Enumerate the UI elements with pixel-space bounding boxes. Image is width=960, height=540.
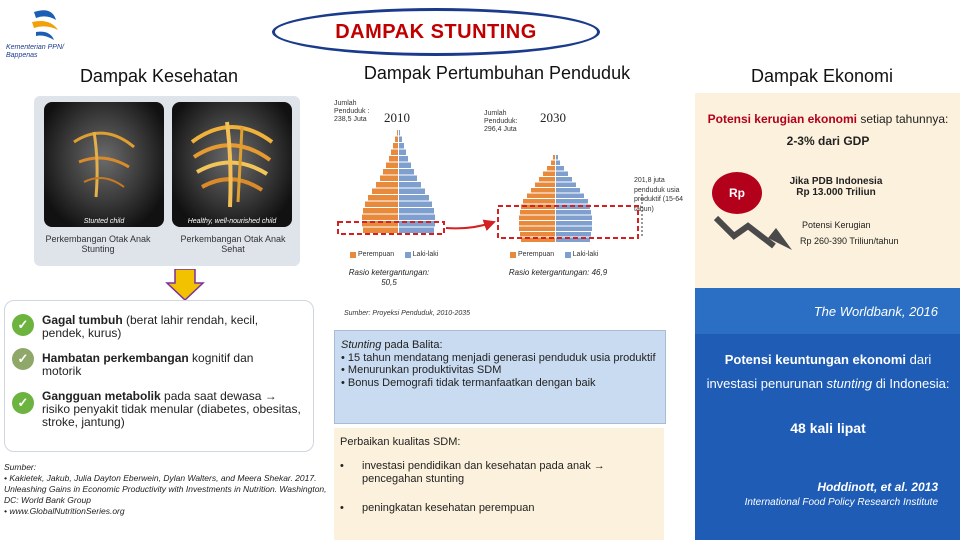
list-item-text: Hambatan perkembangan kognitif dan motorik — [42, 351, 254, 378]
list-item-text: Gangguan metabolik pada saat dewasa → risiko penyakit tidak menular (diabetes, obesitas, stroke, jantung) — [42, 389, 301, 429]
pyramid-bar-female — [535, 183, 555, 188]
stunting-box-title: Stunting pada Balita: — [341, 339, 443, 351]
potential-loss-label: Potensi Kerugian — [802, 220, 871, 230]
healthy-image-caption: Healthy, well-nourished child — [187, 218, 277, 225]
productive-age-note: 201,8 juta penduduk usia produktif (15-64 tahun) — [634, 177, 684, 213]
economy-heading: Dampak Ekonomi — [750, 66, 894, 86]
pyramid-bar-female — [386, 163, 398, 169]
pyramid-bar-male — [399, 150, 406, 156]
pyramid-bar-female — [553, 155, 555, 160]
logo-text: Kementerian PPN/ Bappenas — [6, 44, 64, 59]
rupiah-icon: Rp — [712, 172, 762, 214]
pyramid-bar-male — [556, 183, 576, 188]
pyramid-bar-male — [556, 155, 558, 160]
potential-loss-value: Rp 260-390 Triliun/tahun — [800, 236, 899, 246]
check-icon: ✓ — [12, 348, 34, 370]
check-icon: ✓ — [12, 392, 34, 414]
pyramid-bar-male — [399, 176, 417, 182]
stunted-brain-image — [44, 102, 164, 227]
health-heading: Dampak Kesehatan — [79, 66, 239, 86]
population-heading: Dampak Pertumbuhan Penduduk — [363, 63, 631, 83]
healthy-brain-image — [172, 102, 292, 227]
stunted-brain-label: Perkembangan Otak Anak Stunting — [45, 234, 151, 254]
pyramid-bar-male — [399, 163, 411, 169]
list-item-text: Gagal tumbuh (berat lahir rendah, kecil, pendek, kurus) — [42, 313, 259, 340]
legend-2010: Perempuan Laki-laki — [350, 246, 444, 264]
stunted-image-caption: Stunted child — [83, 218, 125, 225]
ifpri-source: International Food Policy Research Institute — [744, 497, 938, 508]
pyramid-bar-female — [391, 150, 398, 156]
pyramid-bar-female — [397, 130, 398, 136]
pyramid-bar-male — [556, 177, 572, 182]
hoddinott-source: Hoddinott, et al. 2013 — [817, 480, 938, 494]
pyramid-bar-female — [543, 172, 555, 177]
pyramid-bar-male — [556, 172, 568, 177]
sdm-box-title: Perbaikan kualitas SDM: — [340, 436, 461, 448]
bappenas-logo — [6, 4, 86, 62]
check-icon: ✓ — [12, 314, 34, 336]
sdm-box: Perbaikan kualitas SDM: • investasi pendidikan dan kesehatan pada anak → pencegahan stunting • peningkatan kesehatan perempuan — [334, 428, 664, 540]
pyramid-bar-female — [547, 166, 555, 171]
ratio-2030: Rasio ketergantungan: 46,9 — [508, 268, 608, 277]
pyramid-bar-female — [383, 169, 398, 175]
bappenas-logo-icon — [26, 4, 66, 44]
loss-text: Potensi kerugian ekonomi setiap tahunnya: 2-3% dari GDP — [707, 112, 949, 148]
title-oval — [272, 8, 600, 56]
pyramid-bar-female — [376, 182, 398, 188]
source-left: Sumber: • Kakietek, Jakub, Julia Dayton Eberwein, Dylan Walters, and Meera Shekar. 2017. Unleashing Gains in Economic Productivity with Investments in Nutrition. Washington, DC: World Bank Group • www.GlobalNutritionSeries.org — [4, 462, 327, 516]
stunting-bullet: • 15 tahun mendatang menjadi generasi penduduk usia produktif — [341, 351, 656, 364]
pyramid-bar-female — [395, 137, 398, 143]
pyramid-bar-male — [399, 137, 402, 143]
stunting-bullet: • Bonus Demografi tidak termanfaatkan dengan baik — [341, 376, 596, 389]
legend-2030: Perempuan Laki-laki — [510, 246, 604, 264]
page-title: DAMPAK STUNTING — [335, 20, 537, 43]
down-arrow-icon — [165, 269, 205, 301]
brain-panel — [34, 96, 300, 266]
stunting-box — [334, 330, 666, 424]
pyramid-source: Sumber: Proyeksi Penduduk, 2010-2035 — [344, 310, 471, 317]
healthy-brain-label: Perkembangan Otak Anak Sehat — [180, 234, 286, 254]
pop-2030-label: Jumlah Penduduk: 296,4 Juta — [484, 110, 518, 133]
decline-arrow-icon — [712, 212, 802, 252]
gain-text: Potensi keuntungan ekonomi dari investasi penurunan stunting di Indonesia: — [706, 352, 950, 391]
pyramid-bar-male — [399, 169, 414, 175]
stunting-bullet: • Menurunkan produktivitas SDM — [341, 364, 502, 376]
pyramid-bar-male — [399, 143, 404, 149]
worldbank-source: The Worldbank, 2016 — [813, 304, 938, 319]
pyramid-bar-male — [399, 156, 408, 162]
pyramid-bar-female — [551, 161, 555, 166]
gdp-text: Jika PDB Indonesia Rp 13.000 Triliun — [789, 176, 883, 198]
pyramid-bar-male — [399, 130, 400, 136]
gain-value: 48 kali lipat — [790, 420, 866, 436]
pyramid-bar-female — [389, 156, 398, 162]
pop-2010-label: Jumlah Penduduk : 238,5 Juta — [334, 100, 370, 123]
pyramid-bar-male — [556, 161, 560, 166]
pyramid-bar-male — [399, 182, 421, 188]
year-2030: 2030 — [540, 110, 566, 125]
pyramid-bar-male — [556, 166, 564, 171]
pyramid-bar-female — [380, 176, 398, 182]
productive-age-highlight — [336, 192, 696, 252]
pyramid-bar-female — [539, 177, 555, 182]
year-2010: 2010 — [384, 110, 410, 125]
ratio-2010: Rasio ketergantungan: 50,5 — [348, 268, 430, 287]
pyramid-bar-female — [393, 143, 398, 149]
